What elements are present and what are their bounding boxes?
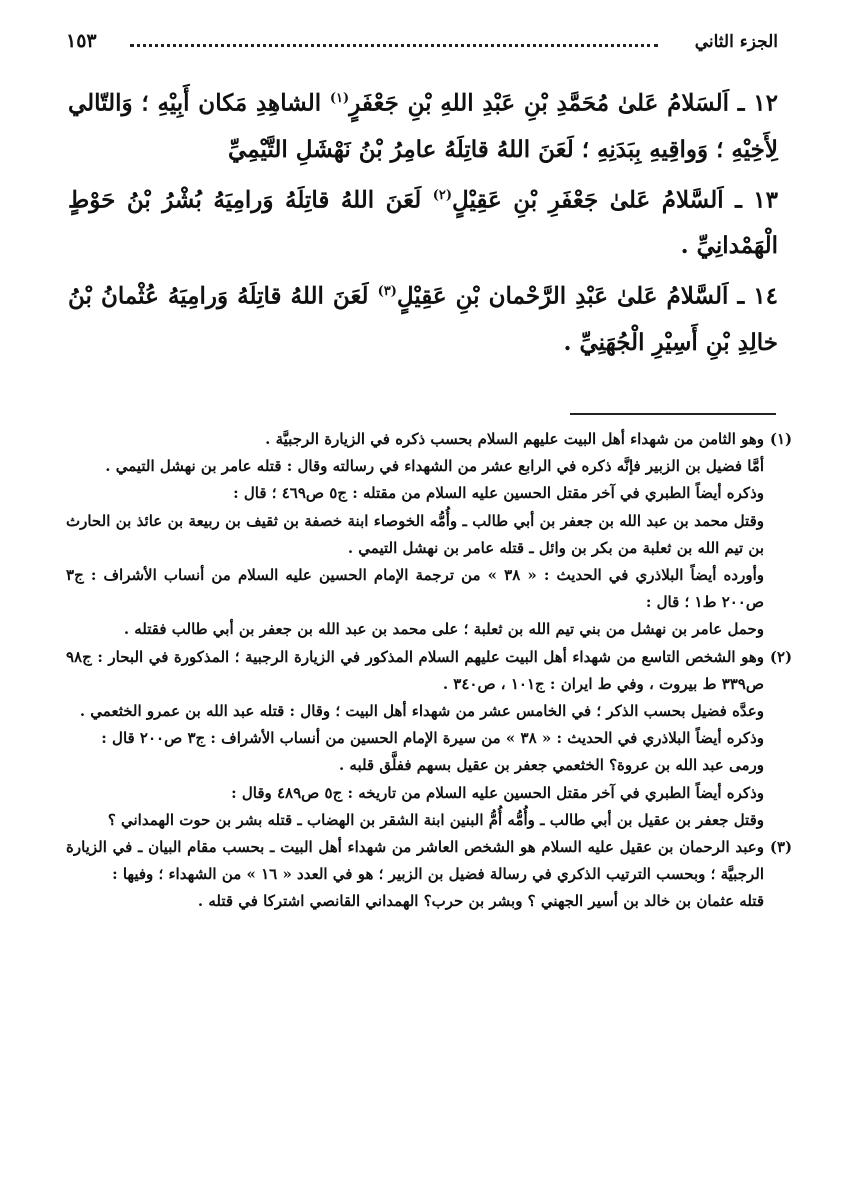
entry-text: ١٣ ـ اَلسَّلامُ عَلىٰ جَعْفَرِ بْنِ عَقِيْلٍ — [452, 186, 778, 214]
entry-14 — [68, 269, 778, 366]
footnote-mark: (٢) — [769, 647, 793, 666]
footnote-line: وحمل عامر بن نهشل من بني تيم الله بن ثعلبة ؛ على محمد بن عبد الله بن جعفر بن أبي طالب فقتله . — [123, 620, 764, 639]
footnote-mark: (١) — [769, 430, 793, 448]
footnote-line: وذكره أيضاً الطبري في آخر مقتل الحسين عليه السلام من مقتله : ج٥ ص٤٦٩ ؛ قال : — [233, 484, 764, 503]
footnote-2 — [66, 644, 794, 834]
footnote-line: قتله عثمان بن خالد بن أسير الجهني ؟ وبشر بن حرب؟ الهمداني القانصي اشتركا في قتله . — [197, 892, 764, 911]
header-dotted-leader — [130, 44, 658, 47]
footnote-3 — [66, 834, 794, 916]
entry-text-continued: الشاهِدِ مَكان أَبِيْهِ ؛ وَالتّالي لِأَخِيْهِ ؛ وَواقِيهِ بِبَدَنِهِ ؛ لَعَنَ اللهُ قاتِلَهُ عامِرُ بْنُ نَهْشَلِ التَّيْمِيِّ — [68, 89, 778, 163]
footnote-ref[interactable]: (١) — [329, 91, 350, 106]
page-header — [66, 26, 778, 60]
footnote-line: وعبد الرحمان بن عقيل عليه السلام هو الشخص العاشر من شهداء أهل البيت ـ بحسب مقام البيان ـ في الزيارة الرجبيَّة ؛ وبحسب الترتيب الذكري في رسالة فضيل بن الزبير ؛ هو في العدد « ١٦ » من الشهداء ؛ وفيها : — [66, 838, 764, 884]
footnote-line: وهو الثامن من شهداء أهل البيت عليهم السلام بحسب ذكره في الزيارة الرجبيَّة . — [265, 430, 764, 448]
footnote-mark: (٣) — [769, 838, 793, 857]
footnote-1 — [66, 426, 794, 644]
footnote-line: وعدَّه فضيل بحسب الذكر ؛ في الخامس عشر من شهداء أهل البيت ؛ وقال : قتله عبد الله بن عمرو الخثعمي . — [79, 702, 764, 721]
footnote-line: وقتل جعفر بن عقيل بن أبي طالب ـ وأُمُّه أُمُّ البنين ابنة الشقر بن الهضاب ـ قتله بشر بن حوت الهمداني ؟ — [107, 810, 764, 829]
footnote-separator — [570, 413, 776, 415]
footnote-line: وأورده أيضاً البلاذري في الحديث : « ٣٨ » من ترجمة الإمام الحسين عليه السلام من أنساب الأشراف : ج٣ ص٢٠٠ ط١ ؛ قال : — [66, 566, 764, 612]
footnotes — [66, 426, 794, 916]
entry-text-continued: لَعَنَ اللهُ قاتِلَهُ وَرامِيَهُ بُشْرُ بْنُ حَوْطٍ الْهَمْدانِيِّ . — [68, 186, 778, 260]
entry-12 — [68, 76, 778, 173]
entry-text-continued: لَعَنَ اللهُ قاتِلَهُ وَرامِيَهُ عُثْمانُ بْنُ خالِدِ بْنِ أَسِيْرِ الْجُهَنِيِّ . — [68, 282, 778, 356]
footnote-line: وذكره أيضاً البلاذري في الحديث : « ٣٨ » من سيرة الإمام الحسين من أنساب الأشراف : ج٣ ص٢٠٠ قال : — [101, 729, 764, 748]
footnote-line: وهو الشخص التاسع من شهداء أهل البيت عليهم السلام المذكور في الزيارة الرجبية ؛ المذكورة في البحار : ج٩٨ ص٣٣٩ ط بيروت ، وفي ط ايران : ج١٠١ ، ص٣٤٠ . — [66, 647, 764, 693]
volume-part-label: الجزء الثاني — [694, 32, 778, 52]
footnote-ref[interactable]: (٣) — [377, 284, 397, 300]
footnote-line: وقتل محمد بن عبد الله بن جعفر بن أبي طالب ـ وأُمُّه الخوصاء ابنة خصفة بن ثقيف بن ربيعة بن عائذ بن الحارث بن تيم الله بن ثعلبة من بكر بن وائل ـ قتله عامر بن نهشل التيمي . — [66, 511, 764, 557]
ziyarah-entries — [68, 76, 778, 366]
entry-text: ١٤ ـ اَلسَّلامُ عَلىٰ عَبْدِ الرَّحْمان بْنِ عَقِيْلٍ — [396, 282, 779, 310]
footnote-line: ورمى عبد الله بن عروة؟ الخثعمي جعفر بن عقيل بسهم ففلَّق قلبه . — [338, 756, 764, 775]
entry-text: ١٢ ـ اَلسَلامُ عَلىٰ مُحَمَّدِ بْنِ عَبْدِ اللهِ بْنِ جَعْفَرٍ — [349, 89, 778, 117]
footnote-ref[interactable]: (٢) — [432, 187, 453, 203]
footnote-line: وذكره أيضاً الطبري في آخر مقتل الحسين عليه السلام من تاريخه : ج٥ ص٤٨٩ وقال : — [231, 783, 764, 802]
footnote-line: أمَّا فضيل بن الزبير فإنَّه ذكره في الرابع عشر من الشهداء في رسالته وقال : قتله عامر بن نهشل التيمي . — [105, 457, 764, 476]
entry-13 — [68, 173, 778, 270]
page-number: ١٥٣ — [66, 30, 97, 52]
